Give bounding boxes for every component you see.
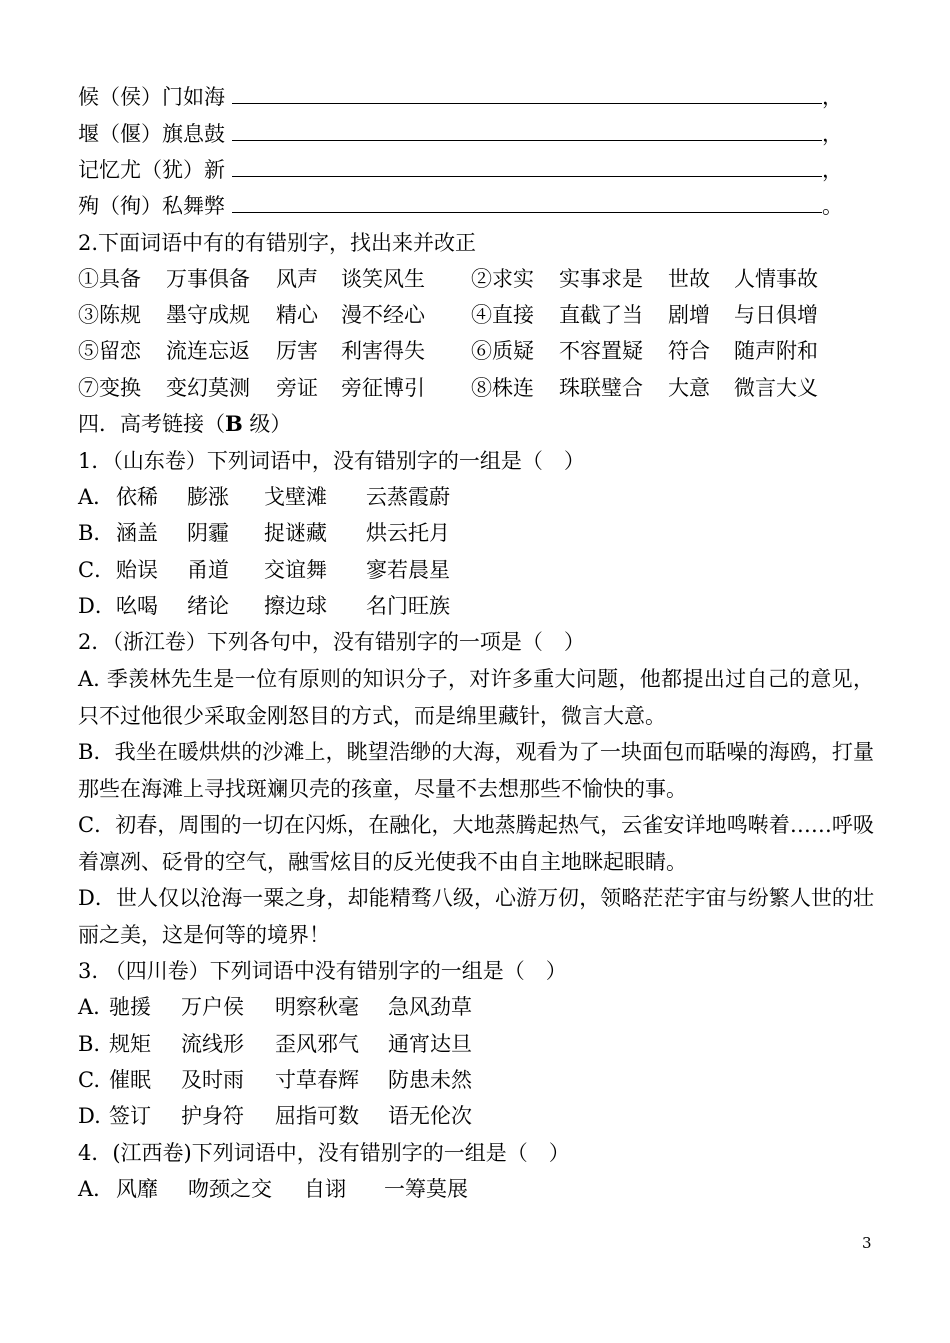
- option-word: 交谊舞: [264, 558, 327, 582]
- fill-item-end: ，: [822, 122, 843, 146]
- option-word: 明察秋毫: [275, 995, 359, 1019]
- answer-blank[interactable]: [232, 140, 822, 141]
- section-heading-level: B: [225, 411, 243, 436]
- grid-cell: ⑦变换: [78, 376, 141, 400]
- grid-cell: 旁征博引: [341, 376, 425, 400]
- option-word: 流线形: [181, 1032, 244, 1056]
- grid-cell: 珠联璧合: [559, 376, 643, 400]
- question-stem: 1．（山东卷）下列词语中，没有错别字的一组是（ ）: [78, 449, 585, 473]
- grid-cell: 人情事故: [734, 267, 818, 291]
- grid-cell: 墨守成规: [166, 303, 250, 327]
- grid-cell: 随声附和: [734, 339, 818, 363]
- grid-cell: 厉害: [276, 339, 318, 363]
- question-stem: 2．（浙江卷）下列各句中，没有错别字的一项是（ ）: [78, 630, 585, 654]
- option-label: B．: [78, 521, 115, 545]
- option-word: 歪风邪气: [275, 1032, 359, 1056]
- word-grid-row: [78, 333, 878, 369]
- fill-item-text: 堰（偃）旗息鼓: [78, 122, 225, 146]
- option-word: 涵盖: [116, 521, 158, 545]
- grid-cell: 风声: [276, 267, 318, 291]
- option-word: 依稀: [116, 485, 158, 509]
- option-word: 护身符: [181, 1104, 244, 1128]
- option-word: 阴霾: [187, 521, 229, 545]
- grid-cell: 符合: [668, 339, 710, 363]
- grid-cell: ⑤留恋: [78, 339, 141, 363]
- grid-cell: ⑥质疑: [471, 339, 534, 363]
- fill-item-end: 。: [822, 194, 843, 218]
- fill-item-end: ，: [822, 85, 843, 109]
- option-row[interactable]: [78, 1098, 878, 1134]
- option-word: 催眠: [109, 1068, 151, 1092]
- option-word: 膨涨: [187, 485, 229, 509]
- answer-blank[interactable]: [232, 176, 822, 177]
- grid-cell: 变幻莫测: [166, 376, 250, 400]
- option-label: B.: [78, 1032, 101, 1056]
- option-row[interactable]: [78, 479, 878, 515]
- option-label: C．: [78, 558, 116, 582]
- option-label: A．: [78, 1177, 115, 1201]
- option-word: 甬道: [187, 558, 229, 582]
- grid-cell: 流连忘返: [166, 339, 250, 363]
- option-word: 擦边球: [264, 594, 327, 618]
- fill-item-text: 候（侯）门如海: [78, 85, 225, 109]
- option-word: 防患未然: [388, 1068, 472, 1092]
- answer-blank[interactable]: [232, 103, 822, 104]
- fill-item-text: 殉（徇）私舞弊: [78, 194, 225, 218]
- option-word: 签订: [109, 1104, 151, 1128]
- option-paragraph[interactable]: D．世人仅以沧海一粟之身，却能精骛八级，心游万仞，领略茫茫宇宙与纷繁人世的壮丽之美，这是何等的境界！: [78, 886, 874, 947]
- fill-item-end: ，: [822, 158, 843, 182]
- option-word: 捉谜藏: [264, 521, 327, 545]
- grid-cell: ①具备: [78, 267, 141, 291]
- option-label: A．: [78, 485, 115, 509]
- option-word: 寥若晨星: [366, 558, 450, 582]
- option-paragraph[interactable]: C．初春，周围的一切在闪烁，在融化，大地蒸腾起热气，云雀安详地鸣啭着……呼吸着凛冽、砭骨的空气，融雪炫目的反光使我不由自主地眯起眼睛。: [78, 813, 874, 874]
- grid-cell: 与日俱增: [734, 303, 818, 327]
- option-label: A.: [78, 995, 100, 1019]
- grid-cell: 直截了当: [559, 303, 643, 327]
- grid-cell: ②求实: [471, 267, 534, 291]
- option-word: 自诩: [304, 1177, 346, 1201]
- question-stem: 3. （四川卷）下列词语中没有错别字的一组是（ ）: [78, 959, 567, 983]
- word-grid-row: [78, 297, 878, 333]
- option-word: 屈指可数: [275, 1104, 359, 1128]
- grid-cell: ⑧株连: [471, 376, 534, 400]
- option-row[interactable]: [78, 1026, 878, 1062]
- grid-cell: 旁证: [276, 376, 318, 400]
- fill-item: [78, 79, 843, 115]
- option-word: 戈壁滩: [264, 485, 327, 509]
- option-word: 名门旺族: [366, 594, 450, 618]
- grid-cell: 万事俱备: [166, 267, 250, 291]
- option-word: 语无伦次: [388, 1104, 472, 1128]
- answer-blank[interactable]: [232, 212, 822, 213]
- grid-cell: 微言大义: [734, 376, 818, 400]
- option-paragraph[interactable]: A. 季羡林先生是一位有原则的知识分子，对许多重大问题，他都提出过自己的意见，只不过他很少采取金刚怒目的方式，而是绵里藏针，微言大意。: [78, 667, 874, 728]
- option-row[interactable]: [78, 588, 878, 624]
- option-word: 驰援: [109, 995, 151, 1019]
- grid-cell: 漫不经心: [341, 303, 425, 327]
- option-word: 吻颈之交: [188, 1177, 272, 1201]
- option-word: 万户侯: [181, 995, 244, 1019]
- grid-cell: ③陈规: [78, 303, 141, 327]
- page-number: 3: [862, 1234, 872, 1252]
- option-word: 通宵达旦: [388, 1032, 472, 1056]
- grid-cell: 世故: [668, 267, 710, 291]
- option-label: D.: [78, 1104, 101, 1128]
- option-row[interactable]: [78, 989, 878, 1025]
- fill-item-text: 记忆尤（犹）新: [78, 158, 225, 182]
- option-word: 云蒸霞蔚: [366, 485, 450, 509]
- option-word: 贻误: [116, 558, 158, 582]
- option-word: 风靡: [116, 1177, 158, 1201]
- option-word: 一筹莫展: [384, 1177, 468, 1201]
- option-row[interactable]: [78, 552, 878, 588]
- option-row[interactable]: [78, 1062, 878, 1098]
- grid-cell: 大意: [668, 376, 710, 400]
- fill-item: [78, 152, 843, 188]
- question-stem: 4．(江西卷)下列词语中，没有错别字的一组是（ ）: [78, 1141, 570, 1165]
- section-heading: [78, 406, 291, 442]
- word-grid-row: [78, 370, 878, 406]
- grid-cell: 不容置疑: [559, 339, 643, 363]
- option-row[interactable]: [78, 515, 878, 551]
- word-grid-row: [78, 261, 878, 297]
- option-paragraph[interactable]: B．我坐在暖烘烘的沙滩上，眺望浩缈的大海，观看为了一块面包而聒噪的海鸥，打量那些在海滩上寻找斑斓贝壳的孩童，尽量不去想那些不愉快的事。: [78, 740, 874, 801]
- grid-cell: 谈笑风生: [341, 267, 425, 291]
- grid-cell: 利害得失: [341, 339, 425, 363]
- section-heading-prefix: 四．高考链接（: [78, 412, 225, 436]
- grid-cell: 实事求是: [559, 267, 643, 291]
- grid-cell: 精心: [276, 303, 318, 327]
- grid-cell: ④直接: [471, 303, 534, 327]
- fill-item: [78, 116, 843, 152]
- option-word: 绪论: [187, 594, 229, 618]
- section-heading-suffix: 级）: [242, 412, 292, 436]
- option-word: 吆喝: [116, 594, 158, 618]
- grid-cell: 剧增: [668, 303, 710, 327]
- question-heading: 2.下面词语中有的有错别字，找出来并改正: [78, 231, 477, 255]
- fill-item: [78, 188, 843, 224]
- option-label: D．: [78, 594, 116, 618]
- option-word: 及时雨: [181, 1068, 244, 1092]
- option-word: 寸草春辉: [275, 1068, 359, 1092]
- option-row[interactable]: [78, 1171, 878, 1207]
- option-word: 规矩: [109, 1032, 151, 1056]
- option-word: 烘云托月: [366, 521, 450, 545]
- option-label: C.: [78, 1068, 100, 1092]
- option-word: 急风劲草: [388, 995, 472, 1019]
